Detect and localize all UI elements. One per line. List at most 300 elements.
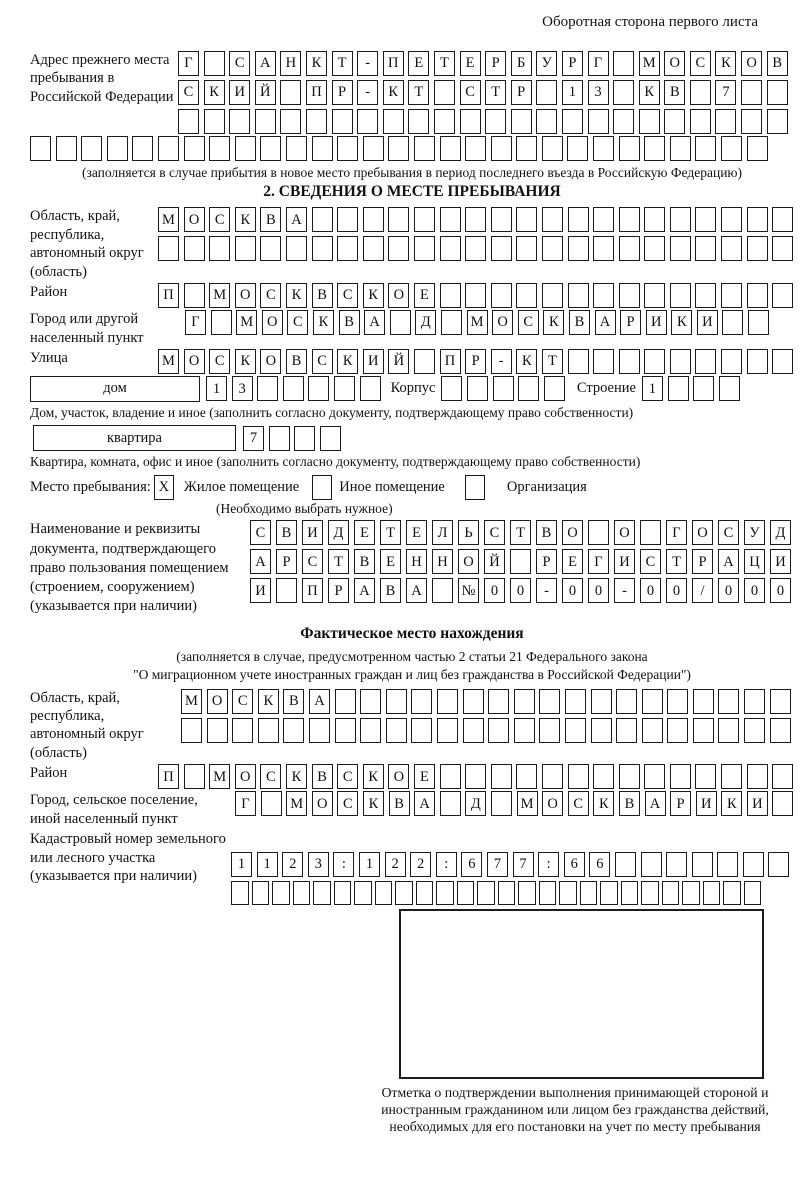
char-box[interactable] — [593, 236, 614, 261]
char-box[interactable] — [465, 207, 486, 232]
char-box[interactable] — [184, 283, 205, 308]
char-box[interactable]: С — [460, 80, 481, 105]
char-box[interactable] — [204, 51, 225, 76]
char-box[interactable] — [662, 881, 680, 905]
char-box[interactable] — [539, 718, 560, 743]
char-box[interactable] — [639, 109, 660, 134]
char-box[interactable] — [440, 283, 461, 308]
char-box[interactable]: А — [595, 310, 616, 335]
char-box[interactable]: М — [286, 791, 307, 816]
char-box[interactable]: 0 — [770, 578, 791, 603]
char-box[interactable] — [772, 764, 793, 789]
char-box[interactable] — [741, 109, 762, 134]
char-box[interactable] — [56, 136, 77, 161]
char-box[interactable]: О — [388, 283, 409, 308]
char-box[interactable] — [488, 718, 509, 743]
char-box[interactable] — [644, 764, 665, 789]
char-box[interactable]: : — [436, 852, 457, 877]
char-box[interactable] — [252, 881, 270, 905]
char-box[interactable] — [767, 80, 788, 105]
char-box[interactable] — [395, 881, 413, 905]
char-box[interactable] — [158, 236, 179, 261]
char-box[interactable]: М — [158, 349, 179, 374]
char-box[interactable]: 0 — [744, 578, 765, 603]
char-box[interactable] — [232, 718, 253, 743]
char-box[interactable] — [491, 207, 512, 232]
char-box[interactable]: 1 — [359, 852, 380, 877]
char-box[interactable] — [721, 349, 742, 374]
char-box[interactable] — [294, 426, 315, 451]
char-box[interactable] — [465, 764, 486, 789]
char-box[interactable] — [81, 136, 102, 161]
char-box[interactable]: В — [389, 791, 410, 816]
char-box[interactable] — [539, 689, 560, 714]
char-box[interactable] — [693, 376, 714, 401]
char-box[interactable] — [744, 881, 762, 905]
char-box[interactable] — [388, 136, 409, 161]
char-box[interactable] — [516, 764, 537, 789]
char-box[interactable]: К — [639, 80, 660, 105]
char-box[interactable]: 3 — [308, 852, 329, 877]
char-box[interactable] — [207, 718, 228, 743]
char-box[interactable]: А — [645, 791, 666, 816]
char-box[interactable]: 0 — [510, 578, 531, 603]
char-box[interactable] — [721, 283, 742, 308]
char-box[interactable] — [593, 136, 614, 161]
char-box[interactable] — [477, 881, 495, 905]
char-box[interactable]: Р — [276, 549, 297, 574]
char-box[interactable]: Ц — [744, 549, 765, 574]
char-box[interactable] — [485, 109, 506, 134]
char-box[interactable] — [770, 718, 791, 743]
char-box[interactable]: В — [312, 764, 333, 789]
char-box[interactable]: С — [568, 791, 589, 816]
char-box[interactable]: К — [715, 51, 736, 76]
char-box[interactable] — [360, 689, 381, 714]
char-box[interactable]: 6 — [564, 852, 585, 877]
char-box[interactable]: 7 — [513, 852, 534, 877]
char-box[interactable] — [568, 207, 589, 232]
char-box[interactable]: Р — [692, 549, 713, 574]
char-box[interactable] — [383, 109, 404, 134]
char-box[interactable] — [593, 283, 614, 308]
char-box[interactable]: П — [158, 283, 179, 308]
char-box[interactable]: Г — [588, 51, 609, 76]
char-box[interactable]: О — [542, 791, 563, 816]
char-box[interactable] — [664, 109, 685, 134]
char-box[interactable] — [670, 207, 691, 232]
char-box[interactable] — [257, 376, 278, 401]
char-box[interactable] — [770, 689, 791, 714]
char-box[interactable]: С — [260, 283, 281, 308]
char-box[interactable] — [621, 881, 639, 905]
char-box[interactable]: Г — [235, 791, 256, 816]
char-box[interactable] — [416, 881, 434, 905]
char-box[interactable] — [772, 349, 793, 374]
char-box[interactable]: О — [741, 51, 762, 76]
char-box[interactable] — [261, 791, 282, 816]
char-box[interactable] — [309, 718, 330, 743]
stay-option-checkbox-residential[interactable]: X — [154, 475, 174, 500]
char-box[interactable] — [308, 376, 329, 401]
char-box[interactable] — [178, 109, 199, 134]
char-box[interactable] — [518, 376, 539, 401]
char-box[interactable] — [408, 109, 429, 134]
char-box[interactable]: Т — [328, 549, 349, 574]
char-box[interactable]: Н — [406, 549, 427, 574]
char-box[interactable] — [600, 881, 618, 905]
char-box[interactable]: Т — [434, 51, 455, 76]
char-box[interactable]: Т — [510, 520, 531, 545]
char-box[interactable]: Н — [280, 51, 301, 76]
char-box[interactable] — [491, 136, 512, 161]
char-box[interactable]: К — [383, 80, 404, 105]
char-box[interactable]: : — [538, 852, 559, 877]
char-box[interactable]: К — [258, 689, 279, 714]
char-box[interactable]: 3 — [588, 80, 609, 105]
char-box[interactable]: К — [286, 764, 307, 789]
char-box[interactable] — [283, 376, 304, 401]
char-box[interactable] — [544, 376, 565, 401]
char-box[interactable] — [463, 718, 484, 743]
char-box[interactable] — [747, 349, 768, 374]
char-box[interactable]: Р — [562, 51, 583, 76]
char-box[interactable] — [568, 349, 589, 374]
char-box[interactable] — [536, 109, 557, 134]
char-box[interactable] — [414, 236, 435, 261]
char-box[interactable]: В — [276, 520, 297, 545]
char-box[interactable] — [414, 207, 435, 232]
char-box[interactable]: Й — [255, 80, 276, 105]
char-box[interactable]: О — [184, 349, 205, 374]
char-box[interactable]: А — [414, 791, 435, 816]
char-box[interactable] — [209, 136, 230, 161]
char-box[interactable]: 7 — [243, 426, 264, 451]
char-box[interactable]: Е — [562, 549, 583, 574]
char-box[interactable] — [615, 852, 636, 877]
char-box[interactable]: Е — [414, 283, 435, 308]
char-box[interactable]: Г — [185, 310, 206, 335]
char-box[interactable]: 0 — [666, 578, 687, 603]
char-box[interactable]: Л — [432, 520, 453, 545]
char-box[interactable] — [441, 376, 462, 401]
char-box[interactable] — [743, 852, 764, 877]
char-box[interactable]: - — [357, 51, 378, 76]
char-box[interactable]: К — [543, 310, 564, 335]
char-box[interactable]: Р — [511, 80, 532, 105]
char-box[interactable] — [644, 349, 665, 374]
char-box[interactable] — [748, 310, 769, 335]
char-box[interactable] — [209, 236, 230, 261]
char-box[interactable]: К — [363, 283, 384, 308]
char-box[interactable] — [695, 207, 716, 232]
char-box[interactable]: И — [363, 349, 384, 374]
char-box[interactable] — [514, 718, 535, 743]
char-box[interactable]: К — [671, 310, 692, 335]
char-box[interactable]: № — [458, 578, 479, 603]
char-box[interactable]: О — [614, 520, 635, 545]
char-box[interactable] — [695, 349, 716, 374]
char-box[interactable]: К — [313, 310, 334, 335]
char-box[interactable] — [312, 236, 333, 261]
char-box[interactable]: О — [184, 207, 205, 232]
char-box[interactable]: А — [718, 549, 739, 574]
char-box[interactable] — [363, 236, 384, 261]
char-box[interactable]: С — [209, 349, 230, 374]
char-box[interactable] — [667, 689, 688, 714]
char-box[interactable] — [437, 689, 458, 714]
char-box[interactable]: С — [178, 80, 199, 105]
char-box[interactable] — [434, 109, 455, 134]
char-box[interactable]: 0 — [484, 578, 505, 603]
char-box[interactable]: С — [232, 689, 253, 714]
char-box[interactable]: К — [363, 791, 384, 816]
char-box[interactable] — [616, 689, 637, 714]
char-box[interactable]: О — [388, 764, 409, 789]
char-box[interactable] — [693, 718, 714, 743]
char-box[interactable]: Т — [380, 520, 401, 545]
char-box[interactable] — [721, 136, 742, 161]
char-box[interactable] — [723, 881, 741, 905]
char-box[interactable]: П — [158, 764, 179, 789]
char-box[interactable] — [772, 283, 793, 308]
char-box[interactable]: О — [262, 310, 283, 335]
char-box[interactable] — [670, 136, 691, 161]
char-box[interactable] — [440, 207, 461, 232]
char-box[interactable]: Н — [432, 549, 453, 574]
char-box[interactable] — [440, 236, 461, 261]
char-box[interactable] — [432, 578, 453, 603]
char-box[interactable] — [460, 109, 481, 134]
char-box[interactable]: К — [204, 80, 225, 105]
char-box[interactable]: И — [646, 310, 667, 335]
char-box[interactable]: 7 — [487, 852, 508, 877]
char-box[interactable]: Е — [354, 520, 375, 545]
char-box[interactable]: П — [440, 349, 461, 374]
char-box[interactable]: 0 — [718, 578, 739, 603]
char-box[interactable] — [744, 718, 765, 743]
char-box[interactable] — [644, 283, 665, 308]
char-box[interactable]: В — [619, 791, 640, 816]
char-box[interactable]: Т — [485, 80, 506, 105]
char-box[interactable] — [107, 136, 128, 161]
char-box[interactable]: Т — [542, 349, 563, 374]
char-box[interactable]: С — [690, 51, 711, 76]
char-box[interactable] — [363, 136, 384, 161]
char-box[interactable] — [695, 283, 716, 308]
char-box[interactable] — [312, 136, 333, 161]
char-box[interactable]: К — [306, 51, 327, 76]
char-box[interactable]: 3 — [232, 376, 253, 401]
char-box[interactable] — [511, 109, 532, 134]
char-box[interactable] — [463, 689, 484, 714]
char-box[interactable] — [695, 764, 716, 789]
char-box[interactable] — [768, 852, 789, 877]
char-box[interactable]: 0 — [640, 578, 661, 603]
char-box[interactable]: - — [357, 80, 378, 105]
char-box[interactable] — [536, 80, 557, 105]
char-box[interactable]: 1 — [257, 852, 278, 877]
char-box[interactable]: Е — [460, 51, 481, 76]
char-box[interactable] — [440, 764, 461, 789]
char-box[interactable] — [616, 718, 637, 743]
char-box[interactable] — [644, 207, 665, 232]
char-box[interactable] — [272, 881, 290, 905]
char-box[interactable]: О — [562, 520, 583, 545]
char-box[interactable]: 0 — [562, 578, 583, 603]
char-box[interactable]: 1 — [206, 376, 227, 401]
char-box[interactable] — [668, 376, 689, 401]
char-box[interactable]: В — [664, 80, 685, 105]
char-box[interactable] — [692, 852, 713, 877]
char-box[interactable] — [306, 109, 327, 134]
char-box[interactable] — [642, 689, 663, 714]
char-box[interactable]: И — [302, 520, 323, 545]
char-box[interactable] — [747, 207, 768, 232]
char-box[interactable]: И — [696, 791, 717, 816]
char-box[interactable]: А — [309, 689, 330, 714]
char-box[interactable] — [591, 718, 612, 743]
char-box[interactable]: У — [536, 51, 557, 76]
char-box[interactable] — [690, 80, 711, 105]
char-box[interactable]: П — [302, 578, 323, 603]
char-box[interactable]: И — [697, 310, 718, 335]
char-box[interactable]: О — [312, 791, 333, 816]
char-box[interactable] — [437, 718, 458, 743]
char-box[interactable]: Т — [332, 51, 353, 76]
char-box[interactable] — [414, 136, 435, 161]
char-box[interactable] — [666, 852, 687, 877]
char-box[interactable]: А — [250, 549, 271, 574]
char-box[interactable]: - — [614, 578, 635, 603]
char-box[interactable] — [542, 764, 563, 789]
char-box[interactable] — [235, 136, 256, 161]
char-box[interactable] — [491, 791, 512, 816]
char-box[interactable] — [568, 236, 589, 261]
char-box[interactable] — [465, 136, 486, 161]
char-box[interactable]: Г — [588, 549, 609, 574]
char-box[interactable] — [767, 109, 788, 134]
char-box[interactable] — [717, 852, 738, 877]
char-box[interactable]: Д — [328, 520, 349, 545]
char-box[interactable] — [613, 51, 634, 76]
char-box[interactable] — [488, 689, 509, 714]
char-box[interactable]: К — [516, 349, 537, 374]
char-box[interactable]: 6 — [589, 852, 610, 877]
char-box[interactable] — [312, 207, 333, 232]
char-box[interactable] — [204, 109, 225, 134]
char-box[interactable]: 2 — [410, 852, 431, 877]
char-box[interactable] — [613, 109, 634, 134]
char-box[interactable] — [718, 689, 739, 714]
char-box[interactable] — [641, 852, 662, 877]
char-box[interactable]: Д — [770, 520, 791, 545]
char-box[interactable]: - — [491, 349, 512, 374]
char-box[interactable] — [388, 236, 409, 261]
char-box[interactable] — [360, 718, 381, 743]
char-box[interactable] — [542, 207, 563, 232]
char-box[interactable] — [693, 689, 714, 714]
char-box[interactable] — [516, 236, 537, 261]
char-box[interactable] — [747, 764, 768, 789]
char-box[interactable] — [670, 236, 691, 261]
char-box[interactable]: С — [337, 764, 358, 789]
char-box[interactable] — [337, 136, 358, 161]
char-box[interactable] — [411, 718, 432, 743]
char-box[interactable] — [491, 283, 512, 308]
char-box[interactable] — [313, 881, 331, 905]
char-box[interactable] — [593, 207, 614, 232]
char-box[interactable] — [493, 376, 514, 401]
char-box[interactable]: С — [260, 764, 281, 789]
char-box[interactable] — [276, 578, 297, 603]
char-box[interactable] — [640, 520, 661, 545]
char-box[interactable]: И — [770, 549, 791, 574]
char-box[interactable]: - — [536, 578, 557, 603]
char-box[interactable]: 1 — [231, 852, 252, 877]
char-box[interactable]: В — [286, 349, 307, 374]
char-box[interactable] — [320, 426, 341, 451]
char-box[interactable]: К — [593, 791, 614, 816]
char-box[interactable]: 2 — [385, 852, 406, 877]
char-box[interactable]: Б — [511, 51, 532, 76]
char-box[interactable] — [670, 349, 691, 374]
char-box[interactable]: С — [250, 520, 271, 545]
char-box[interactable] — [747, 236, 768, 261]
char-box[interactable]: С — [337, 791, 358, 816]
char-box[interactable] — [280, 109, 301, 134]
char-box[interactable] — [440, 136, 461, 161]
char-box[interactable] — [286, 236, 307, 261]
char-box[interactable] — [335, 689, 356, 714]
char-box[interactable] — [565, 718, 586, 743]
char-box[interactable]: С — [518, 310, 539, 335]
char-box[interactable] — [441, 310, 462, 335]
char-box[interactable] — [516, 283, 537, 308]
char-box[interactable]: А — [406, 578, 427, 603]
char-box[interactable]: М — [209, 283, 230, 308]
char-box[interactable]: М — [158, 207, 179, 232]
char-box[interactable]: В — [354, 549, 375, 574]
char-box[interactable] — [559, 881, 577, 905]
char-box[interactable]: Д — [465, 791, 486, 816]
char-box[interactable]: 7 — [715, 80, 736, 105]
char-box[interactable] — [286, 136, 307, 161]
char-box[interactable]: Р — [485, 51, 506, 76]
char-box[interactable]: О — [207, 689, 228, 714]
char-box[interactable] — [411, 689, 432, 714]
char-box[interactable] — [588, 109, 609, 134]
char-box[interactable] — [744, 689, 765, 714]
char-box[interactable]: В — [312, 283, 333, 308]
char-box[interactable] — [567, 136, 588, 161]
char-box[interactable] — [414, 349, 435, 374]
char-box[interactable] — [260, 236, 281, 261]
char-box[interactable]: М — [181, 689, 202, 714]
char-box[interactable] — [721, 207, 742, 232]
char-box[interactable]: Е — [414, 764, 435, 789]
char-box[interactable]: 1 — [642, 376, 663, 401]
char-box[interactable] — [434, 80, 455, 105]
char-box[interactable]: Г — [666, 520, 687, 545]
char-box[interactable]: В — [260, 207, 281, 232]
char-box[interactable] — [269, 426, 290, 451]
char-box[interactable] — [772, 236, 793, 261]
char-box[interactable] — [542, 236, 563, 261]
char-box[interactable]: / — [692, 578, 713, 603]
char-box[interactable] — [30, 136, 51, 161]
char-box[interactable] — [539, 881, 557, 905]
